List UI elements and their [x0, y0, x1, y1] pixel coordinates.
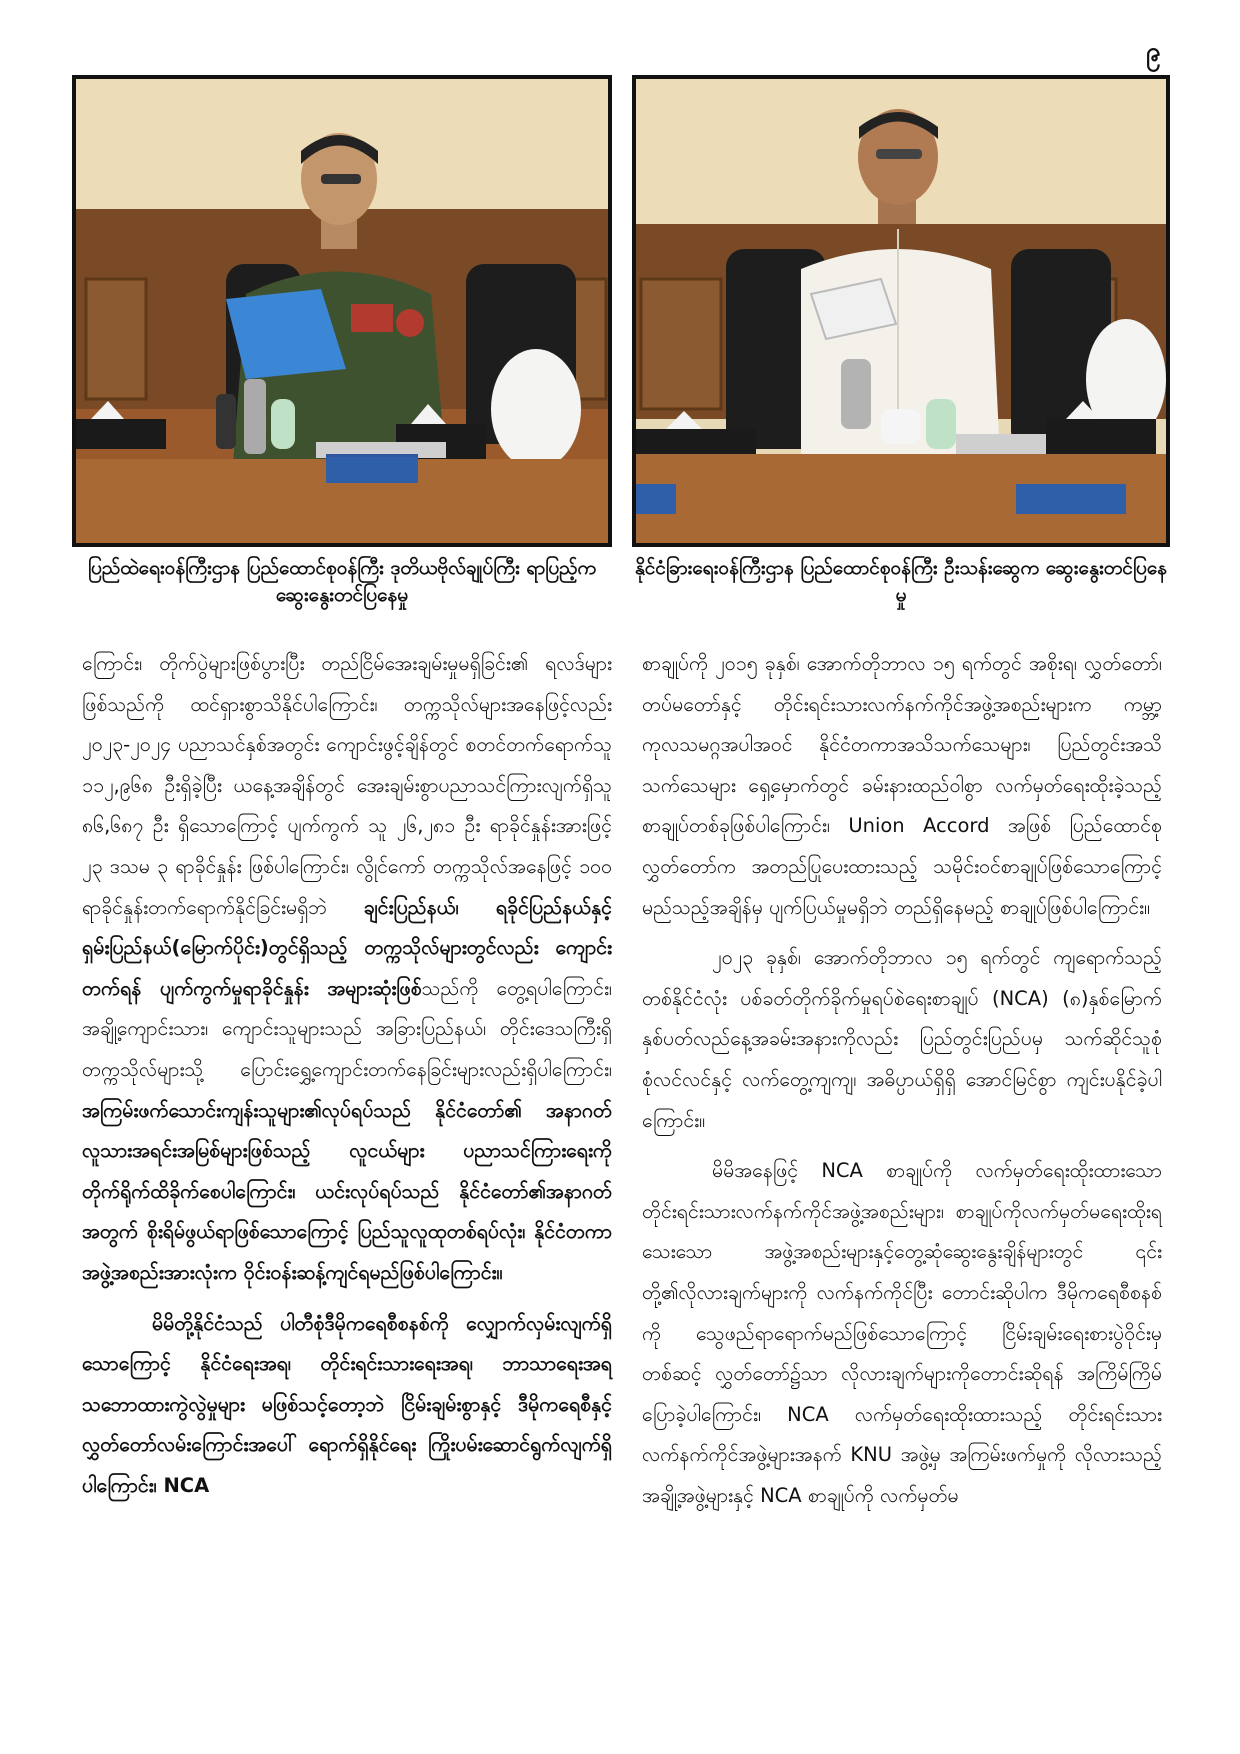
photo-military-minister — [72, 75, 612, 547]
paragraph — [82, 644, 612, 1294]
paragraph — [82, 1304, 612, 1507]
bold-text-run: မိမိတို့နိုင်ငံသည် ပါတီစုံဒီမိုကရေစီစနစ်ကို လျှောက်လှမ်းလျက်ရှိသောကြောင့် နိုင်ငံရေးအရ၊ တိုင်းရင်းသားရေးအရ၊ ဘာသာရေးအရ သဘောထားကွဲလွဲမှုများ မဖြစ်သင့်တော့ဘဲ ငြိမ်းချမ်းစွာနှင့် ဒီမိုကရေစီနှင့်လွှတ်တော်လမ်းကြောင်းအပေါ် ရောက်ရှိနိုင်ရေး ကြိုးပမ်းဆောင်ရွက်လျက်ရှိပါကြောင်း၊ NCA — [82, 1311, 612, 1497]
bold-text-run: အကြမ်းဖက်သောင်းကျန်းသူများ၏လုပ်ရပ်သည် နိုင်ငံတော်၏ အနာဂတ်လူသားအရင်းအမြစ်များဖြစ်သည့် လူငယ်များ ပညာသင်ကြားရေးကို တိုက်ရိုက်ထိခိုက်စေပါကြောင်း၊ ယင်းလုပ်ရပ်သည် နိုင်ငံတော်၏အနာဂတ်အတွက် စိုးရိမ်ဖွယ်ရာဖြစ်သောကြောင့် ပြည်သူလူထုတစ်ရပ်လုံး၊ နိုင်ငံတကာအဖွဲ့အစည်းအားလုံးက ဝိုင်းဝန်းဆန့်ကျင်ရမည်ဖြစ်ပါကြောင်း။ — [82, 1098, 612, 1284]
paragraph: ၂၀၂၃ ခုနှစ်၊ အောက်တိုဘာလ ၁၅ ရက်တွင် ကျရောက်သည့် တစ်နိုင်ငံလုံး ပစ်ခတ်တိုက်ခိုက်မှုရပ်စဲရေးစာချုပ် (NCA) (၈)နှစ်မြောက် နှစ်ပတ်လည်နေ့အခမ်းအနားကိုလည်း ပြည်တွင်းပြည်ပမှ သက်ဆိုင်သူစုံစုံလင်လင်နှင့် လက်တွေ့ကျကျ၊ အဓိပ္ပာယ်ရှိရှိ အောင်မြင်စွာ ကျင်းပနိုင်ခဲ့ပါကြောင်း။ — [642, 946, 1162, 1132]
paragraph: စာချုပ်ကို ၂၀၁၅ ခုနှစ်၊ အောက်တိုဘာလ ၁၅ ရက်တွင် အစိုးရ၊ လွှတ်တော်၊ တပ်မတော်နှင့် တိုင်းရင်းသားလက်နက်ကိုင်အဖွဲ့အစည်းများက ကမ္ဘာ့ကုလသမဂ္ဂအပါအဝင် နိုင်ငံတကာအသိသက်သေများ၊ ပြည်တွင်းအသိသက်သေများ ရှေ့မှောက်တွင် ခမ်းနားထည်ဝါစွာ လက်မှတ်ရေးထိုးခဲ့သည့် စာချုပ်တစ်ခုဖြစ်ပါကြောင်း၊ Union Accord အဖြစ် ပြည်ထောင်စုလွှတ်တော်က အတည်ပြုပေးထားသည့် သမိုင်းဝင်စာချုပ်ဖြစ်သောကြောင့် မည်သည့်အချိန်မှ ပျက်ပြယ်မှုမရှိဘဲ တည်ရှိနေမည့် စာချုပ်ဖြစ်ပါကြောင်း။ — [642, 652, 1162, 919]
photo-illustration-right — [636, 79, 1166, 543]
photo-illustration-left — [76, 79, 608, 543]
text-run: သည်ကို တွေ့ရပါကြောင်း၊ အချို့ကျောင်းသား၊ ကျောင်းသူများသည် အခြားပြည်နယ်၊ တိုင်းဒေသကြီးရှိ တက္ကသိုလ်များသို့ ပြောင်းရွှေ့ကျောင်းတက်နေခြင်းများလည်းရှိပါကြောင်း၊ — [82, 976, 612, 1081]
caption-left-photo: ပြည်ထဲရေးဝန်ကြီးဌာန ပြည်ထောင်စုဝန်ကြီး ဒုတိယဗိုလ်ချုပ်ကြီး ရာပြည့်က ဆွေးနွေးတင်ပြနေမှု — [87, 557, 597, 606]
photo-foreign-minister — [632, 75, 1170, 547]
bold-text-run: ချင်းပြည်နယ်၊ ရခိုင်ပြည်နယ်နှင့် ရှမ်းပြည်နယ်(မြောက်ပိုင်း)တွင်ရှိသည့် တက္ကသိုလ်များတွင်လည်း ကျောင်းတက်ရန် ပျက်ကွက်မှုရာခိုင်နှုန်း အများဆုံးဖြစ် — [82, 895, 612, 1000]
paragraph: မိမိအနေဖြင့် NCA စာချုပ်ကို လက်မှတ်ရေးထိုးထားသော တိုင်းရင်းသားလက်နက်ကိုင်အဖွဲ့အစည်းများ၊ စာချုပ်ကိုလက်မှတ်မရေးထိုးရသေးသော အဖွဲ့အစည်းများနှင့်တွေ့ဆုံဆွေးနွေးချိန်များတွင် ၎င်းတို့၏လိုလားချက်များကို လက်နက်ကိုင်ပြီး တောင်းဆိုပါက ဒီမိုကရေစီစနစ်ကို သွေဖည်ရာရောက်မည်ဖြစ်သောကြောင့် ငြိမ်းချမ်းရေးစားပွဲဝိုင်းမှတစ်ဆင့် လွှတ်တော်၌သာ လိုလားချက်များကိုတောင်းဆိုရန် အကြိမ်ကြိမ်ပြောခဲ့ပါကြောင်း၊ NCA လက်မှတ်ရေးထိုးထားသည့် တိုင်းရင်းသားလက်နက်ကိုင်အဖွဲ့များအနက် KNU အဖွဲ့မှ အကြမ်းဖက်မှုကို လိုလားသည့် အချို့အဖွဲ့များနှင့် NCA စာချုပ်ကို လက်မှတ်မ — [642, 1159, 1162, 1507]
page-number: ၉ — [1146, 37, 1161, 67]
text-run: ကြောင်း၊ တိုက်ပွဲများဖြစ်ပွားပြီး တည်ငြိမ်အေးချမ်းမှုမရှိခြင်း၏ ရလဒ်များဖြစ်သည်ကို ထင်ရှားစွာသိနိုင်ပါကြောင်း၊ တက္ကသိုလ်များအနေဖြင့်လည်း ၂၀၂၃-၂၀၂၄ ပညာသင်နှစ်အတွင်း ကျောင်းဖွင့်ချိန်တွင် စတင်တက်ရောက်သူ ၁၁၂,၉၆၈ ဦးရှိခဲ့ပြီး ယနေ့အချိန်တွင် အေးချမ်းစွာပညာသင်ကြားလျက်ရှိသူ ၈၆,၆၈၇ ဦး ရှိသောကြောင့် ပျက်ကွက် သူ ၂၆,၂၈၁ ဦး ရာခိုင်နှုန်းအားဖြင့် ၂၃ ဒသမ ၃ ရာခိုင်နှုန်း ဖြစ်ပါကြောင်း၊ လွိုင်ကော် တက္ကသိုလ်အနေဖြင့် ၁၀၀ ရာခိုင်နှုန်းတက်ရောက်နိုင်ခြင်းမရှိဘဲ — [82, 652, 612, 919]
caption-right-photo: နိုင်ငံခြားရေးဝန်ကြီးဌာန ပြည်ထောင်စုဝန်ကြီး ဦးသန်းဆွေက ဆွေးနွေးတင်ပြနေမှု — [634, 557, 1168, 606]
article-column-left — [82, 644, 612, 1516]
article-column-right — [642, 644, 1162, 1526]
